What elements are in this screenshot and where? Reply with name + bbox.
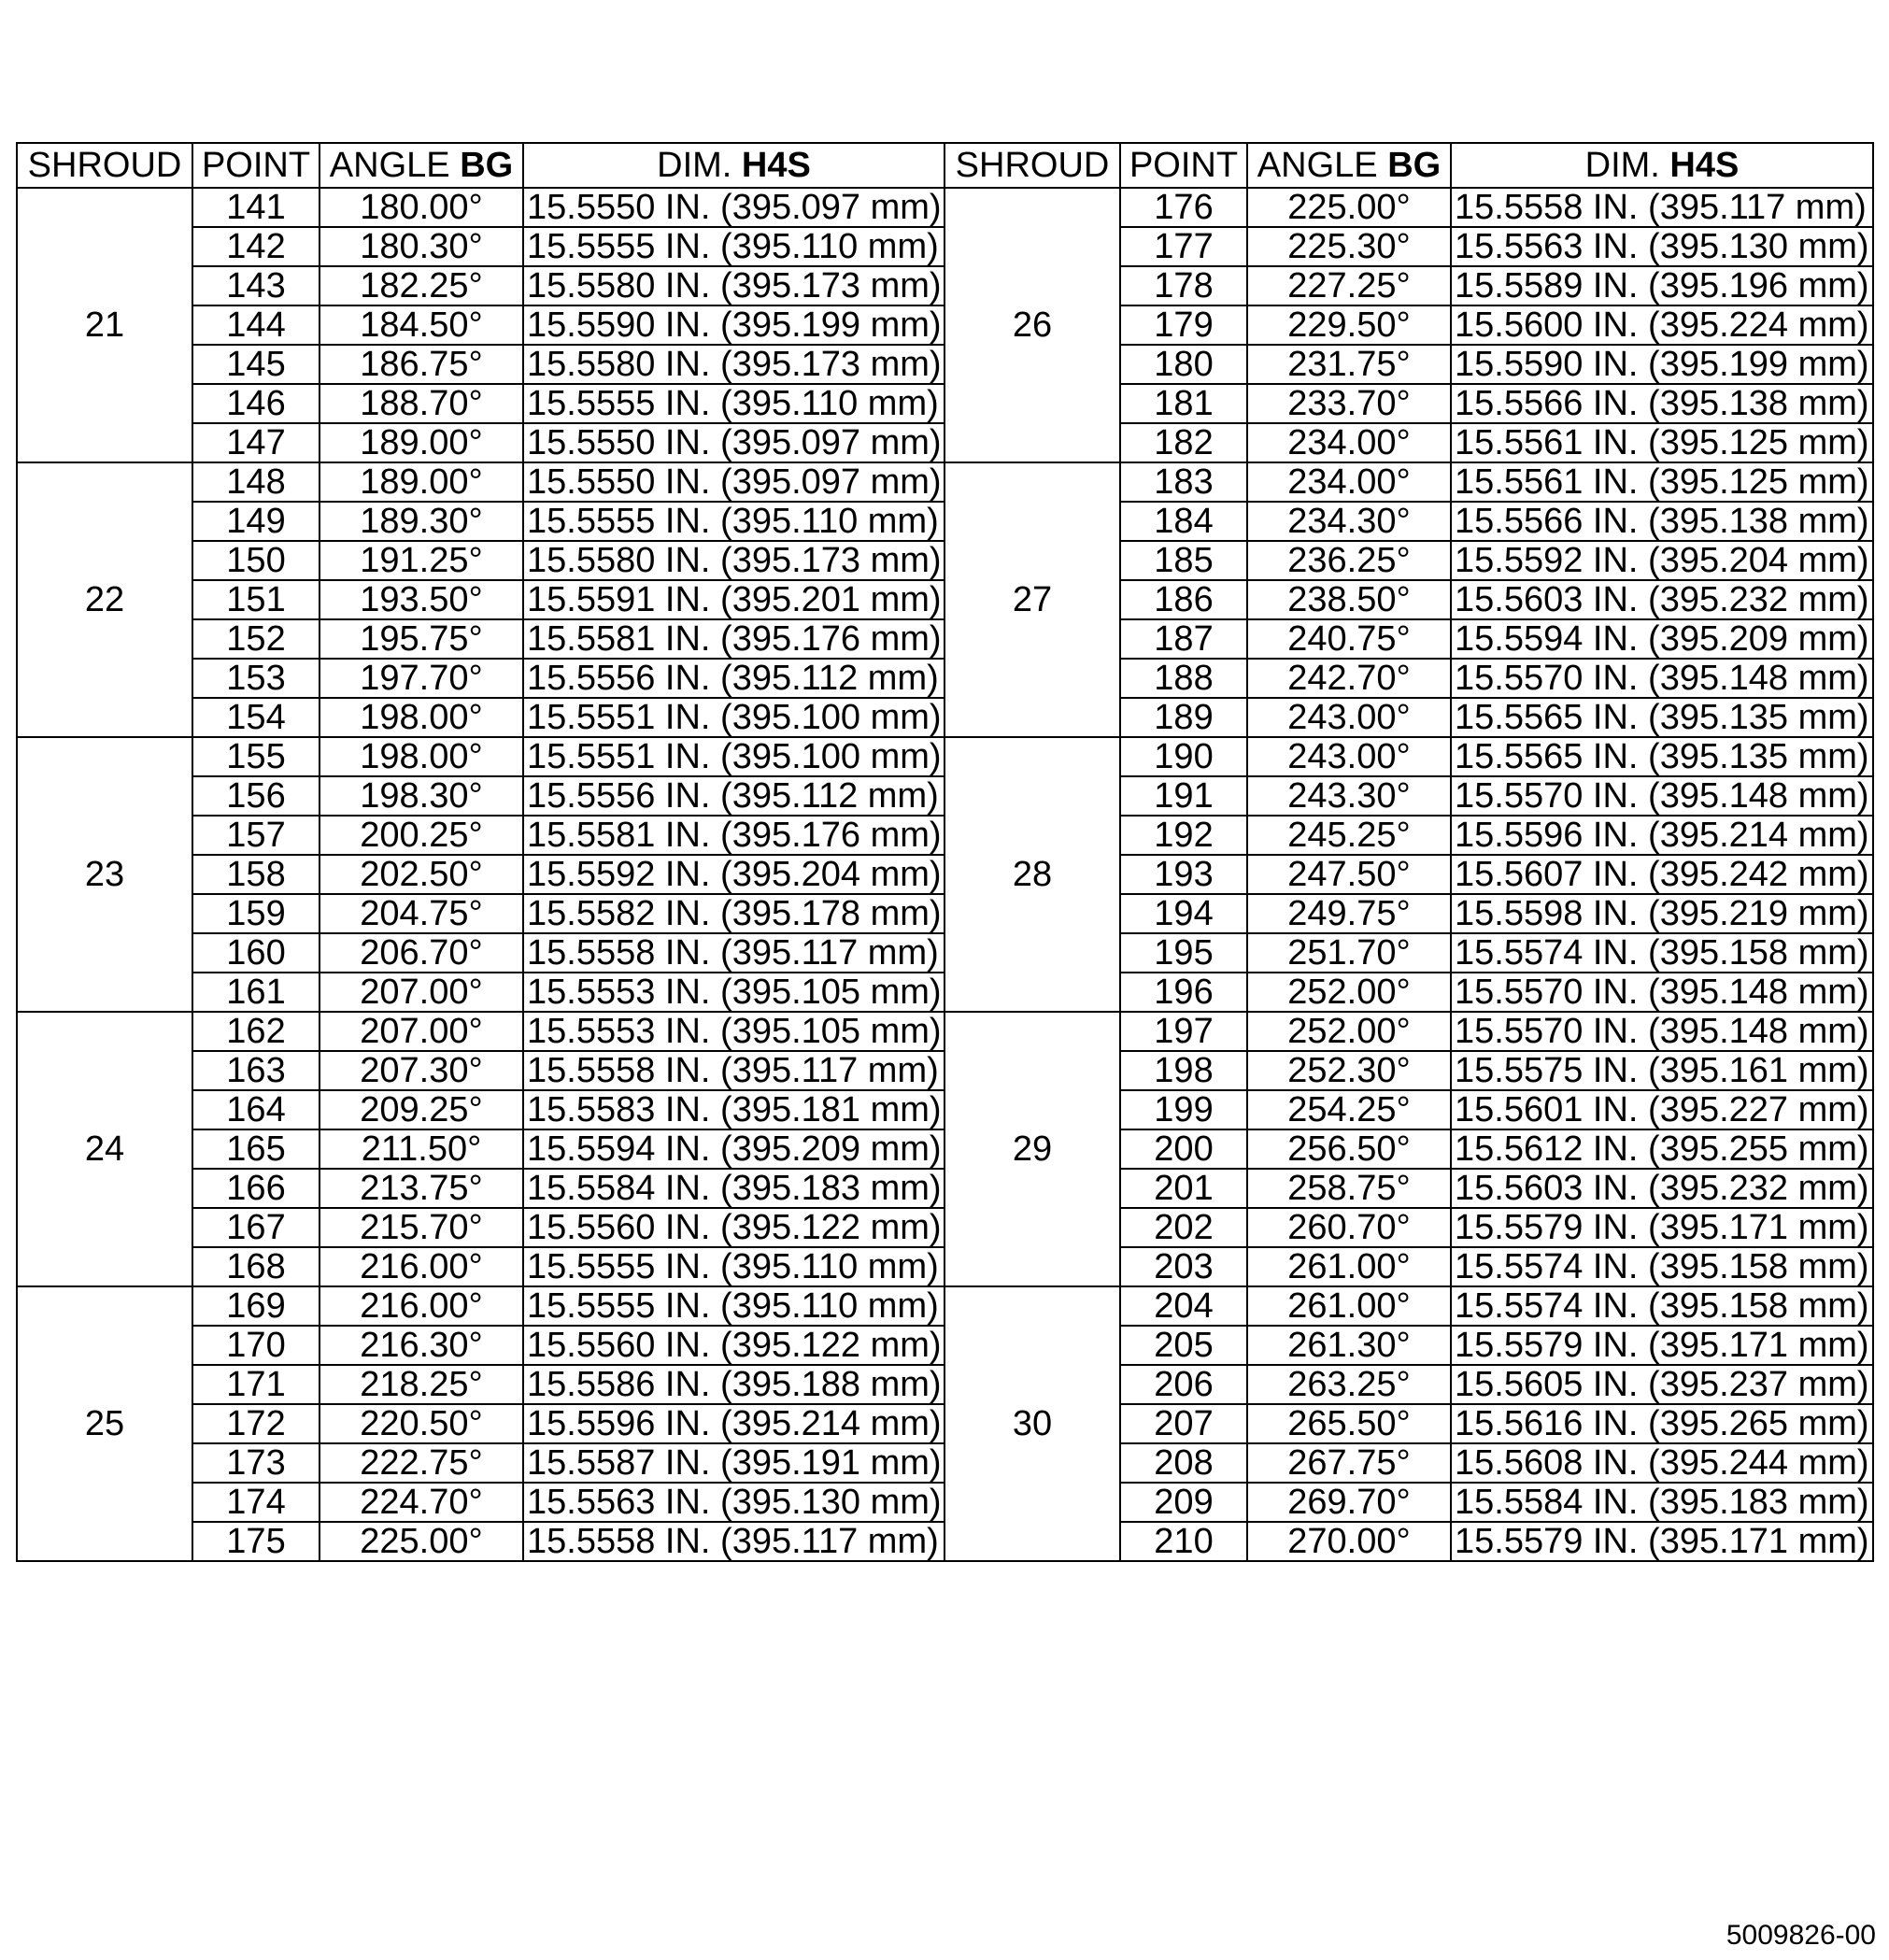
point-cell: 207	[1120, 1404, 1247, 1443]
dim-cell: 15.5550 IN. (395.097 mm)	[523, 188, 944, 227]
point-cell: 147	[192, 423, 320, 462]
header-angle-bold: BG	[1387, 146, 1442, 185]
point-cell: 202	[1120, 1208, 1247, 1247]
dim-cell: 15.5570 IN. (395.148 mm)	[1451, 776, 1873, 816]
dim-cell: 15.5603 IN. (395.232 mm)	[1451, 580, 1873, 619]
dim-cell: 15.5580 IN. (395.173 mm)	[523, 266, 944, 305]
header-row	[17, 143, 1873, 188]
point-cell: 173	[192, 1443, 320, 1483]
table-body	[17, 188, 1873, 1561]
angle-cell: 193.50°	[320, 580, 523, 619]
shroud-cell: 25	[17, 1286, 192, 1561]
angle-cell: 189.30°	[320, 502, 523, 541]
point-cell: 204	[1120, 1286, 1247, 1326]
dim-cell: 15.5590 IN. (395.199 mm)	[523, 305, 944, 345]
table-row	[17, 462, 1873, 502]
dim-cell: 15.5575 IN. (395.161 mm)	[1451, 1051, 1873, 1090]
header-shroud: SHROUD	[17, 143, 192, 188]
angle-cell: 198.00°	[320, 737, 523, 776]
angle-cell: 216.30°	[320, 1326, 523, 1365]
dim-cell: 15.5579 IN. (395.171 mm)	[1451, 1326, 1873, 1365]
angle-cell: 198.30°	[320, 776, 523, 816]
dim-cell: 15.5582 IN. (395.178 mm)	[523, 894, 944, 933]
point-cell: 149	[192, 502, 320, 541]
point-cell: 187	[1120, 619, 1247, 659]
point-cell: 160	[192, 933, 320, 973]
dim-cell: 15.5612 IN. (395.255 mm)	[1451, 1129, 1873, 1169]
angle-cell: 263.25°	[1247, 1365, 1451, 1404]
dim-cell: 15.5579 IN. (395.171 mm)	[1451, 1522, 1873, 1561]
point-cell: 158	[192, 855, 320, 894]
header-shroud: SHROUD	[944, 143, 1120, 188]
point-cell: 150	[192, 541, 320, 580]
angle-cell: 197.70°	[320, 659, 523, 698]
point-cell: 166	[192, 1169, 320, 1208]
point-cell: 197	[1120, 1012, 1247, 1051]
angle-cell: 180.00°	[320, 188, 523, 227]
point-cell: 172	[192, 1404, 320, 1443]
angle-cell: 245.25°	[1247, 816, 1451, 855]
document-number: 5009826-00	[1726, 1920, 1876, 1951]
point-cell: 183	[1120, 462, 1247, 502]
point-cell: 145	[192, 345, 320, 384]
point-cell: 164	[192, 1090, 320, 1129]
angle-cell: 207.30°	[320, 1051, 523, 1090]
dim-cell: 15.5563 IN. (395.130 mm)	[523, 1483, 944, 1522]
angle-cell: 220.50°	[320, 1404, 523, 1443]
dim-cell: 15.5550 IN. (395.097 mm)	[523, 423, 944, 462]
dim-cell: 15.5596 IN. (395.214 mm)	[523, 1404, 944, 1443]
dim-cell: 15.5558 IN. (395.117 mm)	[523, 1522, 944, 1561]
header-angle	[1247, 143, 1451, 188]
dim-cell: 15.5584 IN. (395.183 mm)	[1451, 1483, 1873, 1522]
point-cell: 181	[1120, 384, 1247, 423]
dim-cell: 15.5551 IN. (395.100 mm)	[523, 737, 944, 776]
point-cell: 169	[192, 1286, 320, 1326]
angle-cell: 227.25°	[1247, 266, 1451, 305]
angle-cell: 234.30°	[1247, 502, 1451, 541]
dim-cell: 15.5565 IN. (395.135 mm)	[1451, 698, 1873, 737]
dim-cell: 15.5598 IN. (395.219 mm)	[1451, 894, 1873, 933]
dim-cell: 15.5561 IN. (395.125 mm)	[1451, 462, 1873, 502]
point-cell: 175	[192, 1522, 320, 1561]
dim-cell: 15.5581 IN. (395.176 mm)	[523, 619, 944, 659]
angle-cell: 265.50°	[1247, 1404, 1451, 1443]
point-cell: 185	[1120, 541, 1247, 580]
angle-cell: 204.75°	[320, 894, 523, 933]
point-cell: 154	[192, 698, 320, 737]
dim-cell: 15.5555 IN. (395.110 mm)	[523, 1247, 944, 1286]
angle-cell: 218.25°	[320, 1365, 523, 1404]
dim-cell: 15.5570 IN. (395.148 mm)	[1451, 973, 1873, 1012]
angle-cell: 261.00°	[1247, 1286, 1451, 1326]
shroud-cell: 21	[17, 188, 192, 462]
angle-cell: 249.75°	[1247, 894, 1451, 933]
dim-cell: 15.5556 IN. (395.112 mm)	[523, 659, 944, 698]
point-cell: 144	[192, 305, 320, 345]
angle-cell: 186.75°	[320, 345, 523, 384]
angle-cell: 238.50°	[1247, 580, 1451, 619]
dim-cell: 15.5558 IN. (395.117 mm)	[1451, 188, 1873, 227]
angle-cell: 243.30°	[1247, 776, 1451, 816]
dim-cell: 15.5590 IN. (395.199 mm)	[1451, 345, 1873, 384]
header-dim	[523, 143, 944, 188]
shroud-cell: 28	[944, 737, 1120, 1012]
point-cell: 165	[192, 1129, 320, 1169]
point-cell: 146	[192, 384, 320, 423]
angle-cell: 206.70°	[320, 933, 523, 973]
angle-cell: 180.30°	[320, 227, 523, 266]
angle-cell: 256.50°	[1247, 1129, 1451, 1169]
dim-cell: 15.5555 IN. (395.110 mm)	[523, 502, 944, 541]
table-row	[17, 1286, 1873, 1326]
dim-cell: 15.5587 IN. (395.191 mm)	[523, 1443, 944, 1483]
angle-cell: 236.25°	[1247, 541, 1451, 580]
angle-cell: 261.00°	[1247, 1247, 1451, 1286]
point-cell: 184	[1120, 502, 1247, 541]
angle-cell: 229.50°	[1247, 305, 1451, 345]
dim-cell: 15.5560 IN. (395.122 mm)	[523, 1326, 944, 1365]
header-angle-bold: BG	[460, 146, 514, 185]
header-angle-prefix: ANGLE	[1257, 146, 1388, 185]
point-cell: 148	[192, 462, 320, 502]
header-dim-bold: H4S	[1669, 146, 1740, 185]
shroud-cell: 27	[944, 462, 1120, 737]
dim-cell: 15.5558 IN. (395.117 mm)	[523, 933, 944, 973]
dim-cell: 15.5580 IN. (395.173 mm)	[523, 345, 944, 384]
dim-cell: 15.5601 IN. (395.227 mm)	[1451, 1090, 1873, 1129]
angle-cell: 267.75°	[1247, 1443, 1451, 1483]
point-cell: 152	[192, 619, 320, 659]
shroud-cell: 23	[17, 737, 192, 1012]
dim-cell: 15.5574 IN. (395.158 mm)	[1451, 1247, 1873, 1286]
dim-cell: 15.5560 IN. (395.122 mm)	[523, 1208, 944, 1247]
point-cell: 193	[1120, 855, 1247, 894]
point-cell: 194	[1120, 894, 1247, 933]
angle-cell: 240.75°	[1247, 619, 1451, 659]
angle-cell: 189.00°	[320, 462, 523, 502]
dim-cell: 15.5566 IN. (395.138 mm)	[1451, 502, 1873, 541]
shroud-cell: 26	[944, 188, 1120, 462]
angle-cell: 222.75°	[320, 1443, 523, 1483]
point-cell: 178	[1120, 266, 1247, 305]
point-cell: 168	[192, 1247, 320, 1286]
angle-cell: 260.70°	[1247, 1208, 1451, 1247]
point-cell: 180	[1120, 345, 1247, 384]
point-cell: 203	[1120, 1247, 1247, 1286]
angle-cell: 184.50°	[320, 305, 523, 345]
dim-cell: 15.5605 IN. (395.237 mm)	[1451, 1365, 1873, 1404]
angle-cell: 252.00°	[1247, 1012, 1451, 1051]
header-dim-bold: H4S	[741, 146, 811, 185]
angle-cell: 209.25°	[320, 1090, 523, 1129]
dim-cell: 15.5574 IN. (395.158 mm)	[1451, 1286, 1873, 1326]
point-cell: 174	[192, 1483, 320, 1522]
dim-cell: 15.5586 IN. (395.188 mm)	[523, 1365, 944, 1404]
point-cell: 163	[192, 1051, 320, 1090]
point-cell: 179	[1120, 305, 1247, 345]
point-cell: 199	[1120, 1090, 1247, 1129]
dim-cell: 15.5550 IN. (395.097 mm)	[523, 462, 944, 502]
angle-cell: 216.00°	[320, 1286, 523, 1326]
point-cell: 196	[1120, 973, 1247, 1012]
dim-cell: 15.5603 IN. (395.232 mm)	[1451, 1169, 1873, 1208]
table-row	[17, 737, 1873, 776]
angle-cell: 215.70°	[320, 1208, 523, 1247]
point-cell: 142	[192, 227, 320, 266]
point-cell: 192	[1120, 816, 1247, 855]
angle-cell: 254.25°	[1247, 1090, 1451, 1129]
angle-cell: 234.00°	[1247, 462, 1451, 502]
dim-cell: 15.5574 IN. (395.158 mm)	[1451, 933, 1873, 973]
dim-cell: 15.5581 IN. (395.176 mm)	[523, 816, 944, 855]
angle-cell: 251.70°	[1247, 933, 1451, 973]
point-cell: 157	[192, 816, 320, 855]
dim-cell: 15.5616 IN. (395.265 mm)	[1451, 1404, 1873, 1443]
angle-cell: 243.00°	[1247, 698, 1451, 737]
dim-cell: 15.5608 IN. (395.244 mm)	[1451, 1443, 1873, 1483]
angle-cell: 269.70°	[1247, 1483, 1451, 1522]
dim-cell: 15.5589 IN. (395.196 mm)	[1451, 266, 1873, 305]
header-dim-prefix: DIM.	[657, 146, 742, 185]
point-cell: 156	[192, 776, 320, 816]
dim-cell: 15.5566 IN. (395.138 mm)	[1451, 384, 1873, 423]
dim-cell: 15.5570 IN. (395.148 mm)	[1451, 1012, 1873, 1051]
point-cell: 141	[192, 188, 320, 227]
point-cell: 201	[1120, 1169, 1247, 1208]
dim-cell: 15.5600 IN. (395.224 mm)	[1451, 305, 1873, 345]
dim-cell: 15.5556 IN. (395.112 mm)	[523, 776, 944, 816]
point-cell: 176	[1120, 188, 1247, 227]
header-angle-prefix: ANGLE	[329, 146, 461, 185]
angle-cell: 189.00°	[320, 423, 523, 462]
angle-cell: 225.00°	[320, 1522, 523, 1561]
angle-cell: 202.50°	[320, 855, 523, 894]
dim-cell: 15.5561 IN. (395.125 mm)	[1451, 423, 1873, 462]
header-dim	[1451, 143, 1873, 188]
dim-cell: 15.5555 IN. (395.110 mm)	[523, 1286, 944, 1326]
dim-cell: 15.5596 IN. (395.214 mm)	[1451, 816, 1873, 855]
dim-cell: 15.5555 IN. (395.110 mm)	[523, 384, 944, 423]
angle-cell: 247.50°	[1247, 855, 1451, 894]
point-cell: 206	[1120, 1365, 1247, 1404]
angle-cell: 182.25°	[320, 266, 523, 305]
dim-cell: 15.5563 IN. (395.130 mm)	[1451, 227, 1873, 266]
point-cell: 198	[1120, 1051, 1247, 1090]
shroud-cell: 24	[17, 1012, 192, 1286]
header-point: POINT	[192, 143, 320, 188]
dim-cell: 15.5583 IN. (395.181 mm)	[523, 1090, 944, 1129]
point-cell: 200	[1120, 1129, 1247, 1169]
dim-cell: 15.5591 IN. (395.201 mm)	[523, 580, 944, 619]
dim-cell: 15.5553 IN. (395.105 mm)	[523, 973, 944, 1012]
dim-cell: 15.5570 IN. (395.148 mm)	[1451, 659, 1873, 698]
angle-cell: 191.25°	[320, 541, 523, 580]
angle-cell: 207.00°	[320, 973, 523, 1012]
dim-cell: 15.5555 IN. (395.110 mm)	[523, 227, 944, 266]
angle-cell: 198.00°	[320, 698, 523, 737]
dim-cell: 15.5558 IN. (395.117 mm)	[523, 1051, 944, 1090]
dim-cell: 15.5551 IN. (395.100 mm)	[523, 698, 944, 737]
point-cell: 170	[192, 1326, 320, 1365]
angle-cell: 252.00°	[1247, 973, 1451, 1012]
angle-cell: 231.75°	[1247, 345, 1451, 384]
point-cell: 151	[192, 580, 320, 619]
table-row	[17, 188, 1873, 227]
point-cell: 153	[192, 659, 320, 698]
dim-cell: 15.5592 IN. (395.204 mm)	[1451, 541, 1873, 580]
shroud-cell: 30	[944, 1286, 1120, 1561]
point-cell: 143	[192, 266, 320, 305]
point-cell: 210	[1120, 1522, 1247, 1561]
angle-cell: 258.75°	[1247, 1169, 1451, 1208]
angle-cell: 234.00°	[1247, 423, 1451, 462]
angle-cell: 207.00°	[320, 1012, 523, 1051]
point-cell: 188	[1120, 659, 1247, 698]
dim-cell: 15.5594 IN. (395.209 mm)	[523, 1129, 944, 1169]
point-cell: 205	[1120, 1326, 1247, 1365]
point-cell: 190	[1120, 737, 1247, 776]
dim-cell: 15.5553 IN. (395.105 mm)	[523, 1012, 944, 1051]
dim-cell: 15.5594 IN. (395.209 mm)	[1451, 619, 1873, 659]
angle-cell: 225.00°	[1247, 188, 1451, 227]
header-dim-prefix: DIM.	[1584, 146, 1670, 185]
point-cell: 209	[1120, 1483, 1247, 1522]
point-cell: 182	[1120, 423, 1247, 462]
angle-cell: 242.70°	[1247, 659, 1451, 698]
point-cell: 155	[192, 737, 320, 776]
angle-cell: 261.30°	[1247, 1326, 1451, 1365]
point-cell: 162	[192, 1012, 320, 1051]
dim-cell: 15.5580 IN. (395.173 mm)	[523, 541, 944, 580]
angle-cell: 195.75°	[320, 619, 523, 659]
header-point: POINT	[1120, 143, 1247, 188]
shroud-cell: 29	[944, 1012, 1120, 1286]
angle-cell: 224.70°	[320, 1483, 523, 1522]
angle-cell: 200.25°	[320, 816, 523, 855]
dim-cell: 15.5607 IN. (395.242 mm)	[1451, 855, 1873, 894]
point-cell: 177	[1120, 227, 1247, 266]
point-cell: 171	[192, 1365, 320, 1404]
header-angle	[320, 143, 523, 188]
angle-cell: 211.50°	[320, 1129, 523, 1169]
point-cell: 189	[1120, 698, 1247, 737]
angle-cell: 233.70°	[1247, 384, 1451, 423]
angle-cell: 252.30°	[1247, 1051, 1451, 1090]
point-cell: 191	[1120, 776, 1247, 816]
dim-cell: 15.5579 IN. (395.171 mm)	[1451, 1208, 1873, 1247]
table-row	[17, 1012, 1873, 1051]
angle-cell: 270.00°	[1247, 1522, 1451, 1561]
dim-cell: 15.5592 IN. (395.204 mm)	[523, 855, 944, 894]
dim-cell: 15.5584 IN. (395.183 mm)	[523, 1169, 944, 1208]
point-cell: 161	[192, 973, 320, 1012]
angle-cell: 225.30°	[1247, 227, 1451, 266]
dim-cell: 15.5565 IN. (395.135 mm)	[1451, 737, 1873, 776]
angle-cell: 213.75°	[320, 1169, 523, 1208]
angle-cell: 216.00°	[320, 1247, 523, 1286]
point-cell: 208	[1120, 1443, 1247, 1483]
shroud-measurement-table	[16, 142, 1874, 1562]
shroud-cell: 22	[17, 462, 192, 737]
point-cell: 195	[1120, 933, 1247, 973]
point-cell: 186	[1120, 580, 1247, 619]
angle-cell: 188.70°	[320, 384, 523, 423]
angle-cell: 243.00°	[1247, 737, 1451, 776]
point-cell: 159	[192, 894, 320, 933]
point-cell: 167	[192, 1208, 320, 1247]
